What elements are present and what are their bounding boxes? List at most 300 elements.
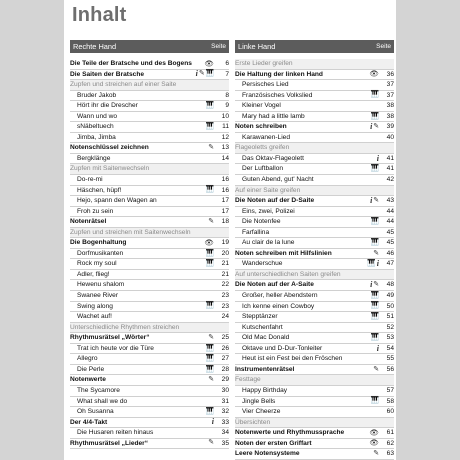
entry-title: Die Haltung der linken Hand: [235, 70, 323, 78]
piano-icon: 🎹: [205, 260, 214, 268]
toc-entry: [70, 249, 229, 260]
entry-title: Stepptänzer: [242, 313, 278, 321]
toc-entry: [235, 259, 394, 270]
left-toc-list: [70, 59, 229, 449]
entry-icons: [371, 239, 379, 247]
piano-icon: 🎹: [205, 123, 214, 131]
toc-entry: [70, 175, 229, 186]
toc-entry: [235, 365, 394, 376]
toc-entry: [235, 80, 394, 91]
toc-entry: [235, 280, 394, 291]
toc-entry: [70, 428, 229, 439]
entry-title: Hewenu shalom: [77, 281, 125, 289]
left-column-header: [70, 40, 229, 53]
entry-title: Rhythmusrätsel „Lieder“: [70, 439, 149, 447]
toc-entry: [235, 312, 394, 323]
toc-entry: [235, 133, 394, 144]
piano-icon: 🎹: [370, 291, 379, 299]
section-header: [235, 418, 394, 429]
toc-entry: [70, 397, 229, 408]
page-number: 8: [225, 91, 229, 99]
right-column-header: [235, 40, 394, 53]
entry-title: Au clair de la lune: [242, 239, 295, 247]
entry-title: Die Notenfee: [242, 218, 281, 226]
entry-icons: [196, 70, 214, 78]
entry-title: Adler, flieg!: [77, 270, 110, 278]
entry-icons: [206, 250, 214, 258]
entry-icons: [373, 366, 379, 374]
page-number: 62: [386, 439, 394, 447]
entry-title: Instrumentenrätsel: [235, 365, 295, 373]
info-icon: i: [370, 280, 373, 290]
entry-title: Mary had a little lamb: [242, 112, 305, 120]
right-header-label: Linke Hand: [238, 42, 276, 51]
entry-icons: [208, 218, 214, 226]
toc-entry: [70, 365, 229, 376]
page-number: 24: [221, 313, 229, 321]
section-title: Festtage: [235, 376, 261, 384]
toc-entry: [70, 112, 229, 123]
toc-entry: [235, 407, 394, 418]
toc-entry: [235, 397, 394, 408]
entry-title: Die Noten auf der A-Saite: [235, 281, 314, 289]
page-number: 29: [221, 376, 229, 384]
piano-icon: 🎹: [205, 70, 214, 78]
page-number: 11: [222, 123, 229, 131]
entry-title: Oh Susanna: [77, 408, 114, 416]
page-number: 10: [221, 112, 229, 120]
toc-entry: [70, 386, 229, 397]
toc-entry: [70, 259, 229, 270]
page-number: 21: [221, 270, 229, 278]
page-number: 56: [386, 365, 394, 373]
entry-title: Do-re-mi: [77, 176, 103, 184]
toc-entry: [70, 91, 229, 102]
info-icon: i: [370, 122, 373, 132]
toc-entry: [235, 449, 394, 460]
toc-entry: [70, 270, 229, 281]
page-number: 43: [386, 197, 394, 205]
entry-title: Wann und wo: [77, 112, 118, 120]
toc-entry: [70, 238, 229, 249]
piano-icon: 🎹: [205, 355, 214, 363]
toc-entry: [235, 333, 394, 344]
page-number: 27: [221, 355, 229, 363]
pencil-icon: ✎: [373, 365, 379, 373]
toc-entry: [70, 59, 229, 70]
left-column: [70, 40, 229, 449]
entry-icons: [208, 376, 214, 384]
section-title: Zupfen und streichen mit Saitenwechseln: [70, 228, 191, 236]
section-header: [235, 59, 394, 70]
entry-title: Das Oktav-Flageolett: [242, 154, 304, 162]
entry-title: Persisches Lied: [242, 81, 289, 89]
toc-entry: [235, 70, 394, 81]
right-column: [235, 40, 394, 460]
page-number: 18: [221, 218, 229, 226]
entry-icons: [208, 334, 214, 342]
section-header: [235, 143, 394, 154]
entry-title: Hört ihr die Drescher: [77, 102, 138, 110]
page-number: 55: [386, 355, 394, 363]
entry-title: Allegro: [77, 355, 98, 363]
entry-icons: [371, 313, 379, 321]
entry-title: Die Perle: [77, 365, 105, 373]
info-icon: i: [376, 259, 379, 269]
section-title: Zupfen mit Saitenwechseln: [70, 165, 150, 173]
page-number: 16: [221, 186, 229, 194]
page-number: 6: [225, 60, 229, 67]
pencil-icon: ✎: [373, 123, 379, 131]
entry-icons: [370, 197, 379, 205]
toc-entry: [70, 333, 229, 344]
piano-icon: 🎹: [370, 239, 379, 247]
left-header-page-label: Seite: [211, 43, 226, 50]
pencil-icon: ✎: [373, 249, 379, 257]
entry-title: Notenrätsel: [70, 218, 107, 226]
entry-title: Oktave und D-Dur-Tonleiter: [242, 344, 323, 352]
entry-title: Jimba, Jimba: [77, 133, 116, 141]
section-title: Übersichten: [235, 418, 271, 426]
piano-icon: 🎹: [370, 397, 379, 405]
toc-entry: [70, 154, 229, 165]
page-number: 30: [221, 386, 229, 394]
entry-icons: [367, 260, 379, 268]
toc-entry: [235, 386, 394, 397]
entry-title: Französisches Volkslied: [242, 91, 313, 99]
entry-icons: [369, 70, 379, 78]
entry-title: Häschen, hüpf!: [77, 186, 122, 194]
toc-entry: [235, 154, 394, 165]
page-number: 32: [221, 408, 229, 416]
pencil-icon: ✎: [208, 376, 214, 384]
entry-title: Großer, heller Abendstern: [242, 292, 318, 300]
page-number: 45: [386, 228, 394, 236]
page-number: 61: [386, 429, 394, 437]
toc-entry: [70, 133, 229, 144]
page-number: 53: [386, 334, 394, 342]
piano-icon: 🎹: [205, 186, 214, 194]
piano-icon: 🎹: [205, 407, 214, 415]
page-number: 35: [221, 439, 229, 447]
pencil-icon: ✎: [208, 439, 214, 447]
entry-icons: [369, 439, 379, 447]
piano-icon: 🎹: [370, 312, 379, 320]
toc-entry: [235, 164, 394, 175]
pencil-icon: ✎: [208, 144, 214, 152]
entry-icons: [377, 155, 379, 163]
toc-entry: [235, 91, 394, 102]
toc-entry: [235, 101, 394, 112]
page-number: 39: [386, 123, 394, 131]
pencil-icon: ✎: [373, 196, 379, 204]
entry-title: Der 4/4-Takt: [70, 418, 108, 426]
info-icon: i: [376, 343, 379, 353]
page-number: 19: [221, 239, 229, 247]
eye-icon: 👁: [369, 438, 379, 448]
toc-page: [64, 0, 396, 460]
section-header: [70, 164, 229, 175]
entry-icons: [371, 218, 379, 226]
piano-icon: 🎹: [205, 344, 214, 352]
entry-title: Happy Birthday: [242, 386, 288, 394]
right-header-page-label: Seite: [376, 43, 391, 50]
entry-icons: [370, 123, 379, 131]
toc-entry: [70, 418, 229, 429]
page-number: 20: [221, 249, 229, 257]
toc-entry: [70, 439, 229, 450]
toc-entry: [235, 344, 394, 355]
entry-icons: [371, 165, 379, 173]
entry-title: Heut ist ein Fest bei den Fröschen: [242, 355, 343, 363]
page-number: 7: [225, 70, 229, 78]
entry-title: Rock my soul: [77, 260, 117, 268]
page-number: 45: [386, 239, 394, 247]
info-icon: i: [376, 153, 379, 163]
toc-entry: [235, 291, 394, 302]
entry-title: Bergklänge: [77, 154, 111, 162]
entry-title: Karawanen-Lied: [242, 133, 291, 141]
page-number: 40: [386, 133, 394, 141]
page-number: 12: [221, 133, 229, 141]
eye-icon: 👁: [204, 238, 214, 248]
entry-title: Der Luftballon: [242, 165, 284, 173]
entry-title: Ich kenne einen Cowboy: [242, 302, 315, 310]
section-title: Auf einer Saite greifen: [235, 186, 301, 194]
page-number: 14: [221, 154, 229, 162]
eye-icon: 👁: [369, 69, 379, 79]
toc-entry: [70, 217, 229, 228]
entry-title: Die Bogenhaltung: [70, 239, 127, 247]
toc-entry: [235, 228, 394, 239]
entry-icons: [371, 91, 379, 99]
entry-icons: [371, 334, 379, 342]
entry-title: Noten schreiben mit Hilfslinien: [235, 249, 332, 257]
toc-entry: [235, 323, 394, 334]
page-number: 26: [221, 344, 229, 352]
entry-icons: [204, 60, 214, 68]
entry-icons: [206, 366, 214, 374]
section-header: [235, 375, 394, 386]
page-number: 25: [221, 334, 229, 342]
pencil-icon: ✎: [373, 450, 379, 457]
piano-icon: 🎹: [370, 333, 379, 341]
page-number: 49: [386, 292, 394, 300]
entry-title: Noten schreiben: [235, 123, 287, 131]
info-icon: i: [211, 417, 214, 427]
page-number: 50: [386, 302, 394, 310]
page-number: 54: [386, 344, 394, 352]
piano-icon: 🎹: [370, 302, 379, 310]
entry-title: Die Saiten der Bratsche: [70, 70, 145, 78]
toc-entry: [235, 207, 394, 218]
toc-entry: [235, 439, 394, 450]
entry-title: Rhythmusrätsel „Wörter“: [70, 334, 150, 342]
toc-entry: [70, 302, 229, 313]
page-number: 58: [386, 397, 394, 405]
piano-icon: 🎹: [205, 101, 214, 109]
toc-entry: [235, 112, 394, 123]
eye-icon: 👁: [369, 427, 379, 437]
entry-icons: [206, 355, 214, 363]
toc-entry: [70, 280, 229, 291]
entry-icons: [208, 144, 214, 152]
entry-icons: [206, 345, 214, 353]
page-number: 44: [386, 207, 394, 215]
entry-title: Eins, zwei, Polizei: [242, 207, 295, 215]
page-number: 46: [386, 249, 394, 257]
entry-title: Swing along: [77, 302, 113, 310]
page-number: 33: [221, 418, 229, 426]
entry-title: Die Teile der Bratsche und des Bogens: [70, 60, 192, 67]
page-number: 13: [221, 144, 229, 152]
toc-entry: [70, 101, 229, 112]
toc-entry: [235, 249, 394, 260]
entry-icons: [370, 281, 379, 289]
piano-icon: 🎹: [370, 91, 379, 99]
page-number: 48: [386, 281, 394, 289]
entry-title: Froh zu sein: [77, 207, 114, 215]
entry-title: Dorfmusikanten: [77, 249, 124, 257]
page-number: 23: [221, 302, 229, 310]
page-number: 42: [386, 176, 394, 184]
info-icon: i: [195, 69, 198, 79]
page-number: 38: [386, 112, 394, 120]
page-number: 44: [386, 218, 394, 226]
right-toc-list: [235, 59, 394, 460]
page-number: 37: [386, 91, 394, 99]
piano-icon: 🎹: [370, 217, 379, 225]
entry-icons: [371, 397, 379, 405]
toc-entry: [235, 217, 394, 228]
entry-title: What shall we do: [77, 397, 128, 405]
section-title: Flageoletts greifen: [235, 144, 290, 152]
entry-title: Notenschlüssel zeichnen: [70, 144, 149, 152]
page-number: 21: [221, 260, 229, 268]
left-header-label: Rechte Hand: [73, 42, 117, 51]
pencil-icon: ✎: [198, 70, 205, 78]
section-title: Zupfen und streichen auf einer Saite: [70, 81, 177, 89]
entry-icons: [212, 418, 214, 426]
toc-entry: [70, 143, 229, 154]
toc-entry: [70, 196, 229, 207]
page-number: 22: [221, 281, 229, 289]
toc-entry: [70, 344, 229, 355]
page-number: 17: [221, 197, 229, 205]
page-number: 37: [386, 81, 394, 89]
piano-icon: 🎹: [205, 302, 214, 310]
entry-title: Bruder Jakob: [77, 91, 117, 99]
entry-title: Vier Cheerze: [242, 408, 281, 416]
page-number: 16: [221, 176, 229, 184]
toc-entry: [235, 196, 394, 207]
page-title: Inhalt: [72, 4, 127, 26]
entry-title: Wanderschue: [242, 260, 283, 268]
toc-entry: [70, 291, 229, 302]
entry-icons: [204, 239, 214, 247]
entry-title: Old Mac Donald: [242, 334, 290, 342]
page-number: 36: [386, 70, 394, 78]
entry-icons: [208, 439, 214, 447]
entry-title: Swanee River: [77, 292, 119, 300]
entry-icons: [206, 302, 214, 310]
page-number: 23: [221, 292, 229, 300]
entry-title: Wachet auf!: [77, 313, 112, 321]
entry-icons: [206, 186, 214, 194]
entry-title: Leere Notensysteme: [235, 450, 300, 458]
piano-icon: 🎹: [205, 249, 214, 257]
page-number: 60: [386, 408, 394, 416]
entry-title: Trat ich heute vor die Türe: [77, 344, 154, 352]
entry-title: Farfallina: [242, 228, 270, 236]
toc-entry: [70, 375, 229, 386]
entry-title: Kleiner Vogel: [242, 102, 281, 110]
entry-title: Notenwerte: [70, 376, 106, 384]
toc-entry: [70, 186, 229, 197]
section-title: Unterschiedliche Rhythmen streichen: [70, 323, 180, 331]
page-number: 52: [386, 323, 394, 331]
toc-entry: [235, 175, 394, 186]
piano-icon: 🎹: [367, 260, 376, 268]
page-number: 31: [221, 397, 229, 405]
page-number: 17: [221, 207, 229, 215]
entry-title: The Sycamore: [77, 386, 120, 394]
entry-title: Guten Abend, gut' Nacht: [242, 176, 314, 184]
page-number: 41: [386, 165, 394, 173]
toc-entry: [235, 354, 394, 365]
toc-entry: [70, 312, 229, 323]
toc-entry: [70, 407, 229, 418]
section-header: [235, 270, 394, 281]
toc-entry: [235, 238, 394, 249]
toc-entry: [70, 122, 229, 133]
entry-title: Kutschenfahrt: [242, 323, 283, 331]
entry-title: sNäbeltuech: [77, 123, 114, 131]
entry-icons: [206, 260, 214, 268]
toc-entry: [70, 354, 229, 365]
page-number: 34: [221, 429, 229, 437]
entry-icons: [369, 429, 379, 437]
info-icon: i: [370, 195, 373, 205]
toc-entry: [235, 428, 394, 439]
page-number: 57: [386, 386, 394, 394]
entry-icons: [206, 123, 214, 131]
toc-entry: [235, 122, 394, 133]
section-header: [70, 80, 229, 91]
entry-icons: [206, 408, 214, 416]
page-number: 28: [221, 365, 229, 373]
entry-icons: [371, 113, 379, 121]
page-number: 38: [386, 102, 394, 110]
entry-icons: [371, 302, 379, 310]
section-title: Auf unterschiedlichen Saiten greifen: [235, 270, 341, 278]
section-header: [235, 186, 394, 197]
piano-icon: 🎹: [370, 165, 379, 173]
entry-icons: [373, 450, 379, 458]
entry-title: Die Noten auf der D-Saite: [235, 197, 315, 205]
entry-title: Notenwerte und Rhythmussprache: [235, 429, 345, 437]
entry-icons: [206, 102, 214, 110]
piano-icon: 🎹: [370, 112, 379, 120]
pencil-icon: ✎: [373, 281, 379, 289]
page-number: 51: [386, 313, 394, 321]
page-number: 47: [386, 260, 394, 268]
section-header: [70, 323, 229, 334]
pencil-icon: ✎: [208, 333, 214, 341]
pencil-icon: ✎: [208, 217, 214, 225]
entry-icons: [377, 345, 379, 353]
toc-entry: [70, 207, 229, 218]
